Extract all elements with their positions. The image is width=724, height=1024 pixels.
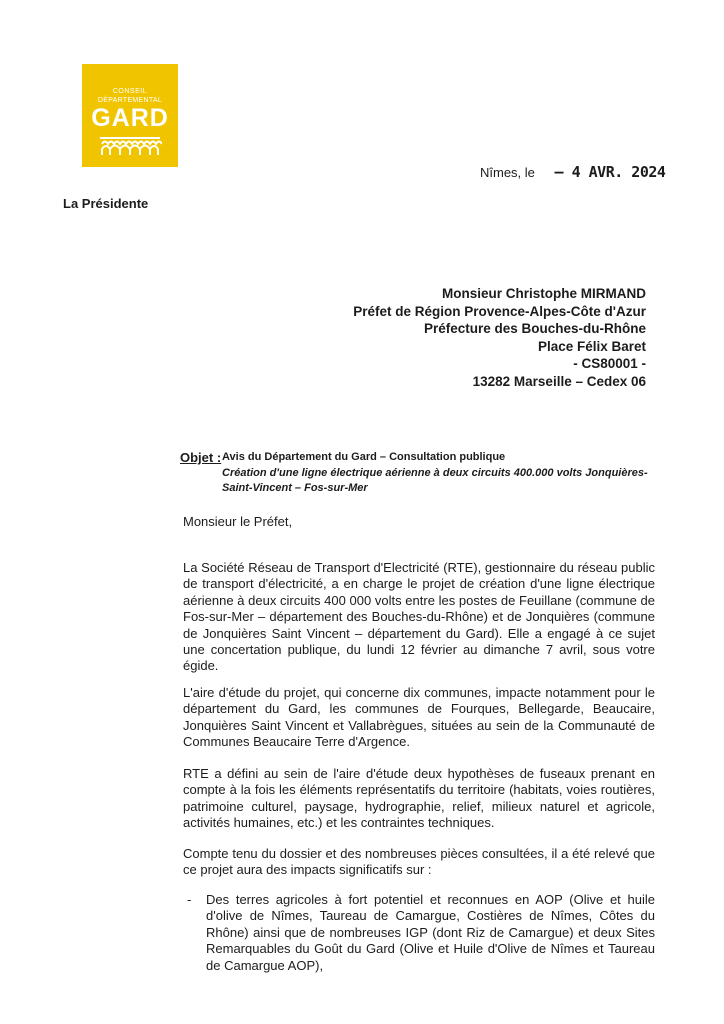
recipient-line: Préfet de Région Provence-Alpes-Côte d'Azur bbox=[353, 303, 646, 319]
objet-detail: Création d'une ligne électrique aérienne à deux circuits 400.000 volts Jonquières-Saint-Vincent – Fos-sur-Mer bbox=[222, 467, 648, 494]
pont-du-gard-icon bbox=[98, 135, 162, 157]
recipient-line: Place Félix Baret bbox=[537, 338, 646, 354]
recipient-line: Monsieur Christophe MIRMAND bbox=[442, 286, 646, 301]
bullet-item bbox=[183, 892, 655, 974]
body-paragraph: Compte tenu du dossier et des nombreuses pièces consultées, il a été relevé que ce projet aura des impacts significatifs sur : bbox=[183, 846, 655, 878]
sender-title: La Présidente bbox=[63, 196, 149, 211]
bullet-marker: - bbox=[187, 892, 192, 907]
salutation: Monsieur le Préfet, bbox=[183, 514, 293, 529]
recipient-line: - CS80001 - bbox=[573, 356, 646, 372]
dateline-place: Nîmes, le bbox=[480, 165, 535, 180]
gard-logo bbox=[82, 64, 178, 167]
recipient-line: Préfecture des Bouches-du-Rhône bbox=[423, 321, 646, 337]
date-stamp: – 4 AVR. 2024 bbox=[554, 163, 666, 181]
dateline bbox=[480, 163, 665, 181]
recipient-address bbox=[353, 285, 646, 391]
objet-subject: Avis du Département du Gard – Consultation publique bbox=[222, 451, 506, 463]
recipient-line: 13282 Marseille – Cedex 06 bbox=[472, 373, 646, 389]
objet-label: Objet : bbox=[180, 450, 222, 465]
body-paragraph: L'aire d'étude du projet, qui concerne dix communes, impacte notamment pour le département du Gard, les communes de Fourques, Bellegarde, Beaucaire, Jonquières Saint Vincent et Vallabrègues, situées au sein de la Communauté de Communes Beaucaire Terre d'Argence. bbox=[183, 685, 655, 750]
body-paragraph: La Société Réseau de Transport d'Electricité (RTE), gestionnaire du réseau public de transport d'électricité, a en charge le projet de création d'une ligne électrique aérienne à deux circuits 400 000 volts entre les postes de Feuillane (commune de Fos-sur-Mer – département des Bouches-du-Rhône) et de Jonquières (commune de Jonquières Saint Vincent – département du Gard). Elle a engagé à ce sujet une concertation publique, du lundi 12 février au dimanche 7 avril, sous votre égide. bbox=[183, 560, 655, 674]
bullet-text: Des terres agricoles à fort potentiel et reconnues en AOP (Olive et huile d'olive de Nîmes, Taureau de Camargue, Costières de Nîmes, Côtes du Rhône) ainsi que de nombreuses IGP (dont Riz de Camargue) et deux Sites Remarquables du Goût du Gard (Olive et Huile d'Olive de Nîmes et Taureau de Camargue AOP), bbox=[206, 892, 655, 973]
body-paragraph: RTE a défini au sein de l'aire d'étude deux hypothèses de fuseaux prenant en compte à la fois les éléments représentatifs du territoire (habitats, voies routières, patrimoine culturel, paysage, hydrographie, relief, milieux naturel et agricole, activités humaines, etc.) et les contraintes techniques. bbox=[183, 766, 655, 831]
logo-line-conseil: CONSEIL bbox=[112, 88, 148, 95]
logo-line-gard: GARD bbox=[91, 104, 169, 132]
objet-block bbox=[180, 450, 648, 494]
logo-line-departemental: DÉPARTEMENTAL bbox=[97, 97, 163, 104]
